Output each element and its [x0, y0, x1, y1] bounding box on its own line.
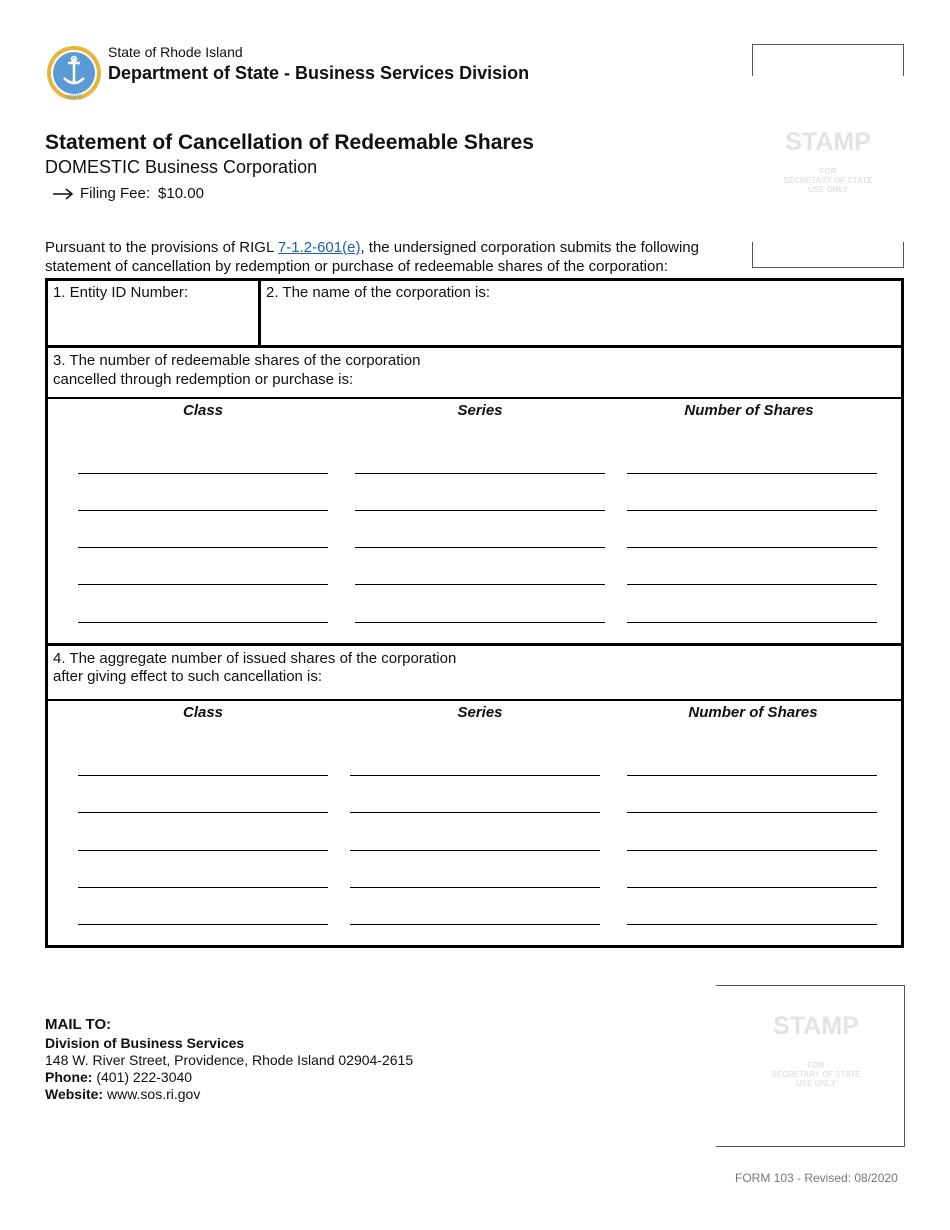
section3-series-line-2[interactable]: [355, 510, 605, 511]
svg-text:HOPE: HOPE: [65, 95, 83, 101]
section3-heading-2: cancelled through redemption or purchase is:: [53, 371, 354, 388]
stamp-box-top-frame: [752, 44, 904, 76]
section3-series-line-3[interactable]: [355, 547, 605, 548]
section4-series-line-4[interactable]: [350, 887, 600, 888]
section3-class-line-1[interactable]: [78, 473, 328, 474]
section3-class-line-4[interactable]: [78, 584, 328, 585]
section3-series-line-4[interactable]: [355, 584, 605, 585]
section4-shares-line-1[interactable]: [627, 775, 877, 776]
form-subtitle: DOMESTIC Business Corporation: [45, 157, 318, 177]
section4-class-line-5[interactable]: [78, 924, 328, 925]
form-revision: FORM 103 - Revised: 08/2020: [735, 1171, 898, 1185]
section3-shares-line-1[interactable]: [627, 473, 877, 474]
stamp-box-top-frame-bottom: [752, 242, 904, 268]
divider: [45, 345, 904, 348]
section4-heading-1: 4. The aggregate number of issued shares of the corporation: [53, 650, 457, 667]
section3-series-line-5[interactable]: [355, 622, 605, 623]
state-name: State of Rhode Island: [108, 44, 243, 60]
stamp-note-bottom-3: USE ONLY: [795, 1079, 837, 1088]
section4-class-line-2[interactable]: [78, 812, 328, 813]
entity-id-label: 1. Entity ID Number:: [53, 284, 189, 301]
entity-id-field[interactable]: [48, 302, 256, 344]
section4-col-series: Series: [457, 704, 503, 721]
section3-col-series: Series: [457, 402, 503, 419]
section3-series-line-1[interactable]: [355, 473, 605, 474]
section3-shares-line-4[interactable]: [627, 584, 877, 585]
filing-fee: [52, 185, 204, 202]
section4-shares-line-2[interactable]: [627, 812, 877, 813]
filing-fee-label: Filing Fee:: [80, 185, 151, 202]
section3-class-line-2[interactable]: [78, 510, 328, 511]
section4-series-line-5[interactable]: [350, 924, 600, 925]
section4-heading-2: after giving effect to such cancellation is:: [53, 668, 323, 685]
phone-number: (401) 222-3040: [96, 1069, 193, 1085]
section3-heading-1: 3. The number of redeemable shares of the corporation: [53, 352, 421, 369]
section4-shares-line-4[interactable]: [627, 887, 877, 888]
section4-shares-line-5[interactable]: [627, 924, 877, 925]
divider: [45, 699, 904, 701]
division-name: Department of State - Business Services Division: [108, 63, 530, 83]
mail-street: 148 W. River Street, Providence, Rhode Island 02904-2615: [45, 1052, 414, 1068]
section3-col-shares: Number of Shares: [684, 402, 814, 419]
mail-org: Division of Business Services: [45, 1035, 245, 1051]
stamp-label-bottom: STAMP: [773, 1012, 859, 1040]
stamp-label-top: STAMP: [785, 128, 871, 156]
stamp-note-top-1: FOR: [819, 167, 837, 176]
stamp-note-top-2: SECRETARY OF STATE: [783, 176, 873, 185]
rigl-statute-link[interactable]: 7-1.2-601(e): [277, 239, 361, 256]
mail-address-block: [45, 1035, 413, 1103]
arrow-right-icon: [52, 188, 74, 200]
divider: [45, 643, 904, 646]
form-title: Statement of Cancellation of Redeemable Shares: [45, 131, 534, 154]
section4-series-line-1[interactable]: [350, 775, 600, 776]
section4-class-line-1[interactable]: [78, 775, 328, 776]
section4-series-line-2[interactable]: [350, 812, 600, 813]
stamp-note-top-3: USE ONLY: [807, 185, 849, 194]
website-label: Website:: [45, 1086, 104, 1102]
section3-class-line-3[interactable]: [78, 547, 328, 548]
rhode-island-seal-logo: [46, 45, 102, 101]
section3-col-class: Class: [182, 402, 224, 419]
intro-paragraph: Pursuant to the provisions of RIGL 7-1.2-601(e), the undersigned corporation submits the following statement of cancellation by redemption or purchase of redeemable shares of the corporation:: [45, 239, 699, 275]
phone-label: Phone:: [45, 1069, 93, 1085]
section4-class-line-4[interactable]: [78, 887, 328, 888]
corporation-name-field[interactable]: [262, 302, 900, 344]
section4-shares-line-3[interactable]: [627, 850, 877, 851]
section3-shares-line-5[interactable]: [627, 622, 877, 623]
divider: [258, 278, 261, 348]
stamp-note-bottom-2: SECRETARY OF STATE: [771, 1070, 861, 1079]
filing-fee-amount: $10.00: [158, 185, 204, 202]
section4-col-shares: Number of Shares: [688, 704, 818, 721]
corporation-name-label: 2. The name of the corporation is:: [266, 284, 491, 301]
divider: [45, 397, 904, 399]
section4-series-line-3[interactable]: [350, 850, 600, 851]
section3-shares-line-3[interactable]: [627, 547, 877, 548]
section3-shares-line-2[interactable]: [627, 510, 877, 511]
section4-col-class: Class: [182, 704, 224, 721]
website-url: www.sos.ri.gov: [106, 1086, 201, 1102]
stamp-note-bottom-1: FOR: [807, 1061, 825, 1070]
section4-class-line-3[interactable]: [78, 850, 328, 851]
mail-to-heading: MAIL TO:: [45, 1016, 112, 1033]
section3-class-line-5[interactable]: [78, 622, 328, 623]
